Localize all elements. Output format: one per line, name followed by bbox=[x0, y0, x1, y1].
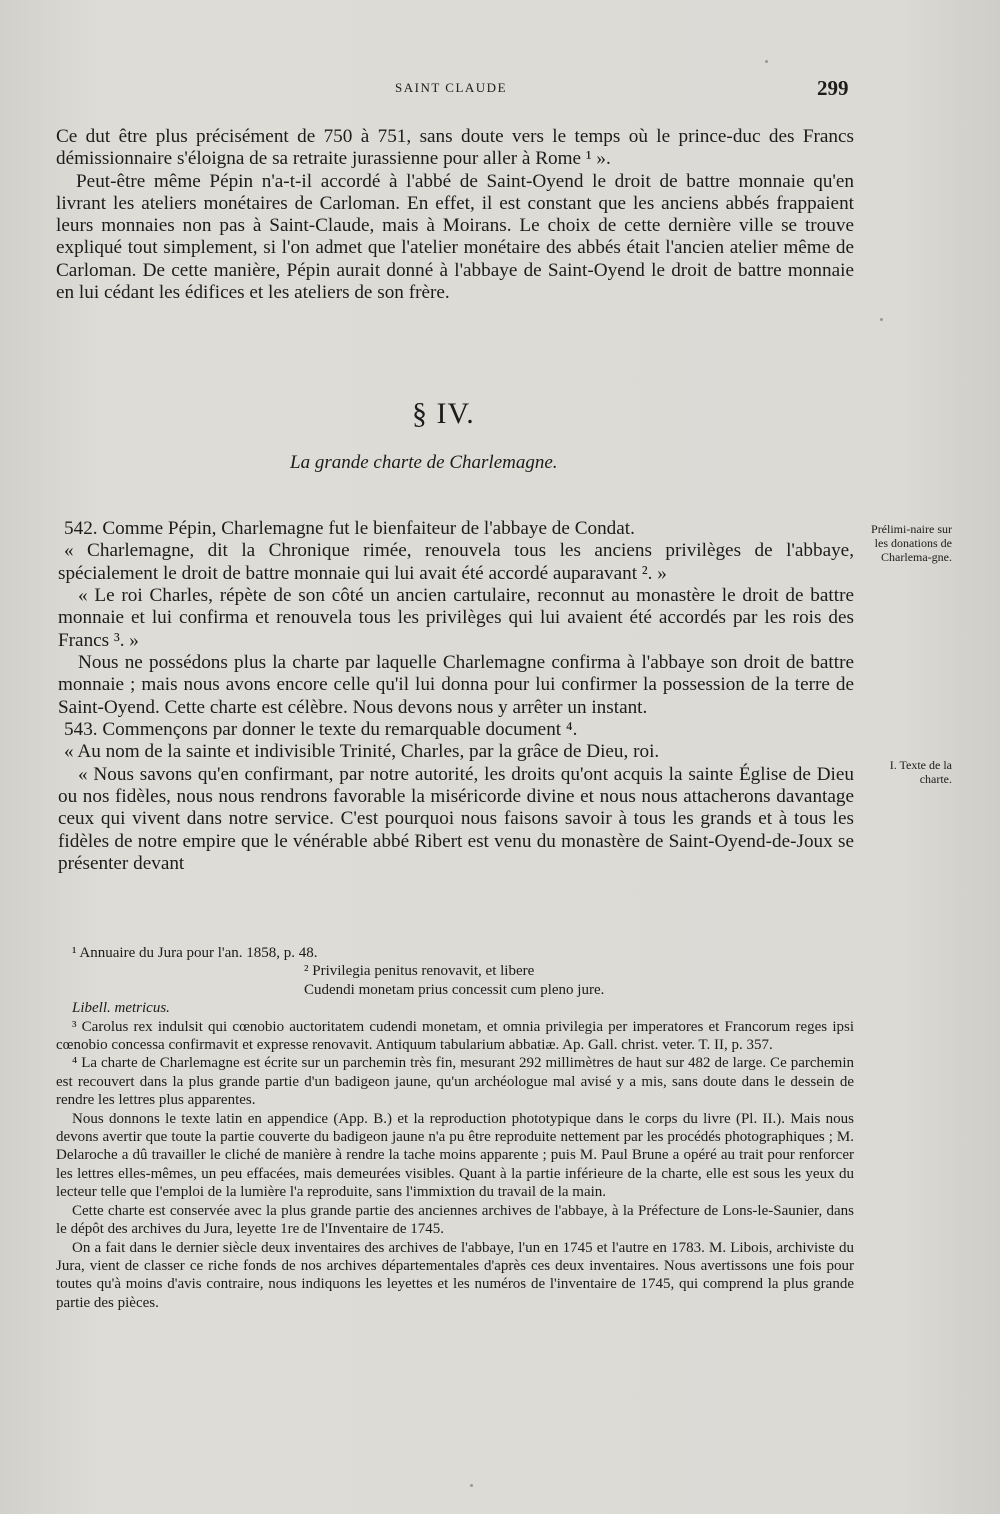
page-number: 299 bbox=[817, 76, 849, 100]
paragraph: Nous ne possédons plus la charte par laquelle Charlemagne confirma à l'abbaye son droit de battre monnaie ; mais nous avons encore celle qu'il lui donna pour lui confirmer la possession de la terre de Saint-Oyend. Cette charte est célèbre. Nous devons nous y arrêter un instant. bbox=[58, 652, 854, 718]
footnote-3: ³ Carolus rex indulsit qui cœnobio auctoritatem cudendi monetam, et omnia privilegia per imperatores et Francorum reges ipsi cœnobio concessa confirmavit et expresse renovavit. Antiquum tabularium abbatiæ. Ap. Gall. christ. veter. T. II, p. 357. bbox=[56, 1018, 854, 1054]
paper-speck bbox=[880, 318, 883, 321]
footnote-4-paragraph-4: On a fait dans le dernier siècle deux inventaires des archives de l'abbaye, l'un en 1745 et l'autre en 1783. M. Libois, archiviste du Jura, vient de classer ce riche fonds de nos archives départementales d'après ces deux inventaires. Nous avertissons une fois pour toutes qu'à moins d'avis contraire, nous indiquons les leyettes et les numéros de l'inventaire de 1745, qui comprend la plus grande partie des pièces. bbox=[56, 1239, 854, 1311]
paragraph: « Le roi Charles, répète de son côté un ancien cartulaire, reconnut au monastère le droit de battre monnaie et lui confirma et renouvela tous les privilèges qui lui avaient été accordés par les rois des Francs ³. » bbox=[58, 585, 854, 651]
footnote-2-line-2: Cudendi monetam prius concessit cum pleno jure. bbox=[304, 981, 605, 998]
footnote-1: ¹ Annuaire du Jura pour l'an. 1858, p. 48. bbox=[72, 945, 318, 961]
paragraph: 542. Comme Pépin, Charlemagne fut le bienfaiteur de l'abbaye de Condat. bbox=[64, 518, 635, 539]
footnote-2-signature: Libell. metricus. bbox=[72, 1000, 170, 1017]
body-text-top bbox=[56, 126, 854, 304]
footnote-4-paragraph-2: Nous donnons le texte latin en appendice (App. B.) et la reproduction phototypique dans le corps du livre (Pl. II.). Mais nous devons avertir que toute la partie couverte du badigeon jaune n'a pu être reproduite nettement par les procédés photographiques ; M. Delaroche a dû travailler le cliché de manière à rendre la tache moins apparente ; puis M. Paul Brune a opéré au trait pour renforcer les lettres elles-mêmes, un peu effacées, mais demeurées visibles. Quant à la partie inférieure de la charte, elle est sous les yeux du lecteur telle que l'emploi de la lumière l'a reproduite, sans l'immixtion du travail de la main. bbox=[56, 1110, 854, 1201]
paragraph: Ce dut être plus précisément de 750 à 751, sans doute vers le temps où le prince-duc des Francs démissionnaire s'éloigna de sa retraite jurassienne pour aller à Rome ¹ ». bbox=[56, 126, 854, 170]
footnote-4-paragraph-3: Cette charte est conservée avec la plus grande partie des anciennes archives de l'abbaye, à la Préfecture de Lons-le-Saunier, dans le dépôt des archives du Jura, leyette 1re de l'Inventaire de 1745. bbox=[56, 1202, 854, 1238]
charter-title: La grande charte de Charlemagne. bbox=[290, 452, 558, 473]
paragraph: « Nous savons qu'en confirmant, par notre autorité, les droits qu'ont acquis la sainte Église de Dieu ou nos fidèles, nous nous rendrons favorable la miséricorde divine et nous nous attacherons davantage ceux qui vivent dans notre service. C'est pourquoi nous faisons savoir à tous les grands et à tous les fidèles de notre empire que le vénérable abbé Ribert est venu du monastère de Saint-Oyend-de-Joux se présenter devant bbox=[58, 763, 854, 875]
paper-speck bbox=[765, 60, 768, 63]
margin-note-texte-charte: I. Texte de la charte. bbox=[889, 758, 952, 786]
paragraph: 543. Commençons par donner le texte du remarquable document ⁴. bbox=[64, 719, 578, 741]
footnotes bbox=[56, 944, 854, 1312]
paragraph: Peut-être même Pépin n'a-t-il accordé à l'abbé de Saint-Oyend le droit de battre monnaie qu'en livrant les ateliers monétaires de Carloman. En effet, il est constant que les anciens abbés frappaient leurs monnaies non pas à Saint-Claude, mais à Moirans. Le choix de cette dernière ville se trouve expliqué tout simplement, si l'on admet que l'atelier monétaire des abbés était l'ancien atelier même de Carloman. De cette manière, Pépin aurait donné à l'abbaye de Saint-Oyend le droit de battre monnaie en lui cédant les édifices et les ateliers de son frère. bbox=[56, 170, 854, 304]
footnote-4-paragraph-1: ⁴ La charte de Charlemagne est écrite sur un parchemin très fin, mesurant 292 millimètres de haut sur 482 de large. Ce parchemin est recouvert dans la plus grande partie d'un badigeon jaune, qu'un archéologue mal avisé y a mis, sans doute dans le dessein de rendre les lettres plus apparentes. bbox=[56, 1055, 854, 1109]
footnote-2-line-1: ² Privilegia penitus renovavit, et libere bbox=[304, 963, 535, 980]
running-head: SAINT CLAUDE bbox=[395, 80, 508, 95]
body-text-main bbox=[58, 518, 854, 876]
paper-speck bbox=[470, 1484, 473, 1487]
paragraph: « Au nom de la sainte et indivisible Trinité, Charles, par la grâce de Dieu, roi. bbox=[64, 741, 660, 763]
paragraph: « Charlemagne, dit la Chronique rimée, renouvela tous les anciens privilèges de l'abbaye, spécialement le droit de battre monnaie qui lui avait été accordé auparavant ². » bbox=[58, 540, 854, 584]
section-heading: § IV. bbox=[412, 397, 475, 430]
margin-note-preliminaire: Prélimi-naire sur les donations de Charlema-gne. bbox=[871, 522, 952, 564]
